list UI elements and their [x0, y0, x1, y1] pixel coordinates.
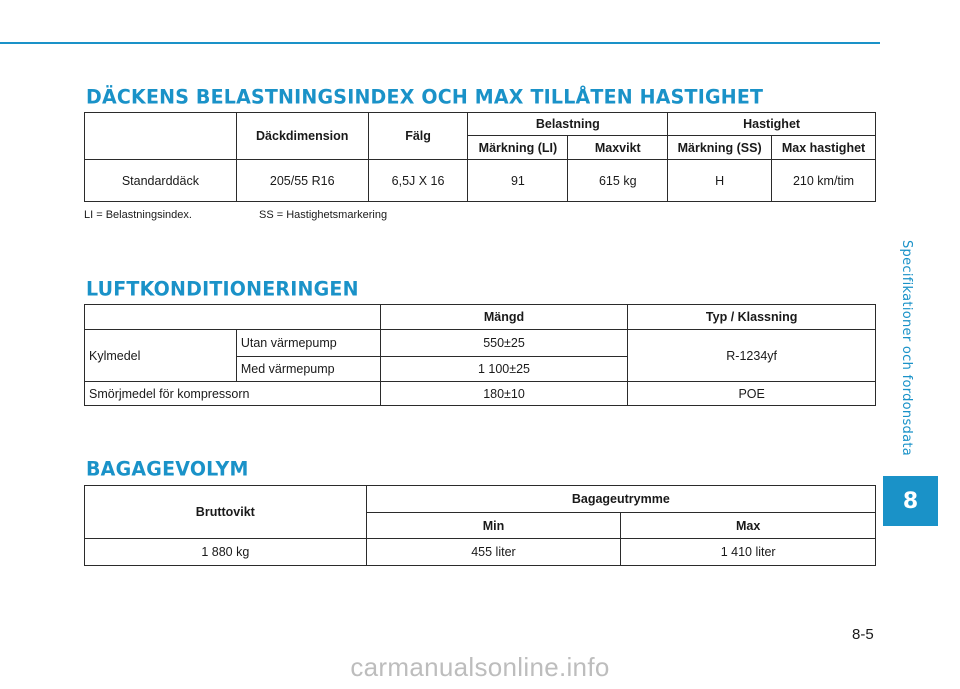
tire-header-speed-ss: Märkning (SS) [668, 136, 772, 160]
ac-cell-with-heatpump: Med värmepump [236, 357, 380, 382]
tire-header-speed: Hastighet [668, 113, 876, 136]
ac-cell-with-heatpump-amount: 1 100±25 [380, 357, 628, 382]
top-rule [0, 42, 880, 44]
ac-cell-no-heatpump-amount: 550±25 [380, 330, 628, 357]
luggage-cell-max: 1 410 liter [621, 539, 876, 566]
luggage-cell-min: 455 liter [366, 539, 621, 566]
ac-cell-no-heatpump: Utan värmepump [236, 330, 380, 357]
tire-header-load-max: Maxvikt [568, 136, 668, 160]
ac-cell-lubricant-type: POE [628, 382, 876, 406]
ac-header-empty [85, 305, 381, 330]
luggage-section-title: BAGAGEVOLYM [86, 457, 249, 481]
page-number: 8-5 [852, 626, 874, 643]
table-row [85, 330, 876, 357]
tire-header-load: Belastning [468, 113, 668, 136]
tire-header-dimension: Däckdimension [236, 113, 368, 160]
luggage-cell-gross: 1 880 kg [85, 539, 367, 566]
ac-cell-lubricant-amount: 180±10 [380, 382, 628, 406]
note-li: LI = Belastningsindex. [84, 209, 192, 221]
luggage-header-min: Min [366, 513, 621, 539]
watermark: carmanualsonline.info [350, 652, 610, 682]
tire-cell-rim: 6,5J X 16 [368, 160, 468, 202]
ac-section-title: LUFTKONDITIONERINGEN [86, 277, 359, 301]
tire-cell-max-speed: 210 km/tim [772, 160, 876, 202]
tire-cell-dimension: 205/55 R16 [236, 160, 368, 202]
ac-header-type: Typ / Klassning [628, 305, 876, 330]
ac-header-amount: Mängd [380, 305, 628, 330]
table-row [85, 160, 876, 202]
tire-table [84, 112, 876, 202]
note-ss: SS = Hastighetsmarkering [259, 209, 388, 221]
luggage-header-trunk: Bagageutrymme [366, 486, 875, 513]
ac-cell-coolant: Kylmedel [85, 330, 237, 382]
tire-header-load-li: Märkning (LI) [468, 136, 568, 160]
luggage-header-max: Max [621, 513, 876, 539]
luggage-table [84, 485, 876, 566]
tire-header-empty [85, 113, 237, 160]
chapter-side-label: Specifikationer och fordonsdata [899, 240, 914, 457]
tire-cell-ss: H [668, 160, 772, 202]
luggage-header-gross: Bruttovikt [85, 486, 367, 539]
tire-cell-li: 91 [468, 160, 568, 202]
ac-cell-coolant-type: R-1234yf [628, 330, 876, 382]
tire-header-speed-max: Max hastighet [772, 136, 876, 160]
ac-table [84, 304, 876, 406]
table-row [85, 539, 876, 566]
tire-cell-type: Standarddäck [85, 160, 237, 202]
tire-section-title: DÄCKENS BELASTNINGSINDEX OCH MAX TILLÅTEN HASTIGHET [86, 85, 764, 109]
table-row [85, 382, 876, 406]
ac-cell-lubricant: Smörjmedel för kompressorn [85, 382, 381, 406]
chapter-tab[interactable] [883, 476, 938, 526]
tire-header-rim: Fälg [368, 113, 468, 160]
chapter-number: 8 [902, 488, 919, 514]
tire-cell-max-weight: 615 kg [568, 160, 668, 202]
